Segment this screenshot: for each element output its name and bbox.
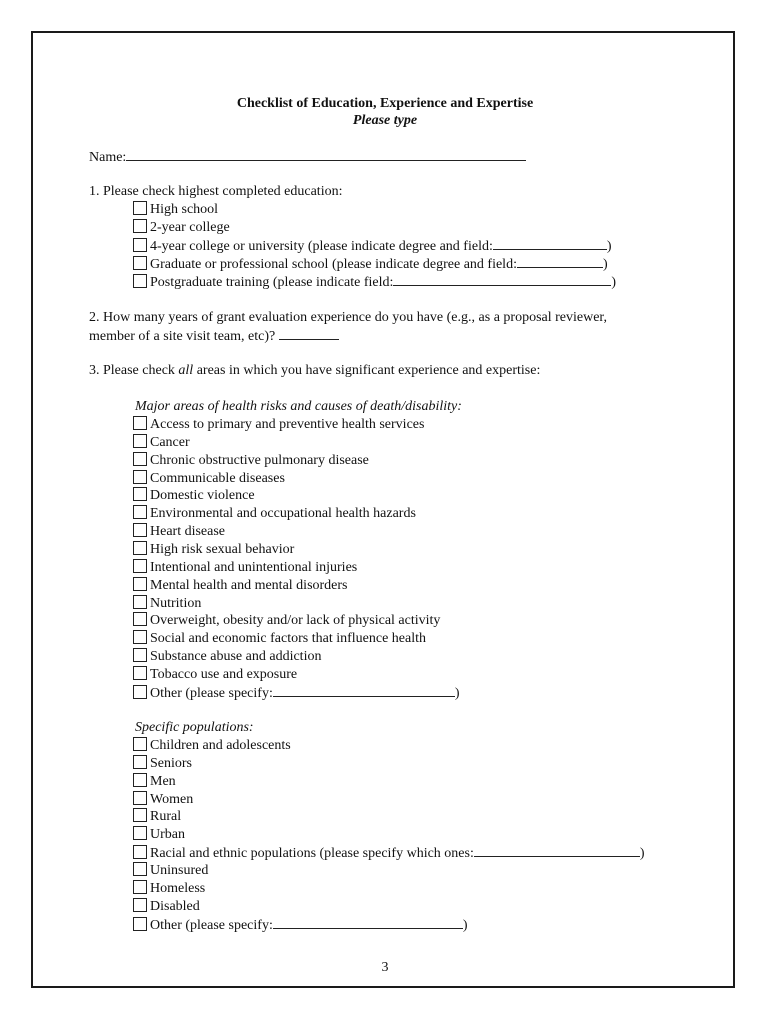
population-item xyxy=(133,916,468,934)
option-label: 2-year college xyxy=(150,220,230,235)
option-label: 4-year college or university (please indicate degree and field: xyxy=(150,239,493,254)
option-label: Urban xyxy=(150,827,185,843)
option-label: Overweight, obesity and/or lack of physical activity xyxy=(150,613,441,629)
option-label: Access to primary and preventive health services xyxy=(150,417,425,432)
population-item xyxy=(133,826,185,844)
health-area-item xyxy=(133,487,255,505)
checkbox[interactable] xyxy=(133,523,147,537)
checkbox[interactable] xyxy=(133,808,147,822)
health-area-item xyxy=(133,684,460,702)
option-label: Racial and ethnic populations (please specify which ones: xyxy=(150,846,474,862)
checkbox[interactable] xyxy=(133,648,147,662)
q2-prompt-line1: 2. How many years of grant evaluation experience do you have (e.g., as a proposal reviewer, xyxy=(89,310,608,325)
checkbox[interactable] xyxy=(133,880,147,894)
close-paren: ) xyxy=(606,239,612,254)
option-label: Children and adolescents xyxy=(150,738,291,753)
close-paren: ) xyxy=(611,275,617,290)
population-item xyxy=(133,862,208,880)
health-area-item xyxy=(133,523,225,541)
q2-prompt-line2 xyxy=(89,327,339,346)
option-label: Cancer xyxy=(150,434,190,450)
option-label: High school xyxy=(150,202,219,217)
checkbox[interactable] xyxy=(133,487,147,501)
option-label: Disabled xyxy=(150,898,200,914)
health-area-item xyxy=(133,434,190,452)
checkbox[interactable] xyxy=(133,737,147,751)
specify-input[interactable] xyxy=(273,684,455,697)
population-item xyxy=(133,808,181,826)
checkbox[interactable] xyxy=(133,845,147,859)
option-label: Substance abuse and addiction xyxy=(150,649,322,665)
checkbox[interactable] xyxy=(133,416,147,430)
q1-option-postgraduate xyxy=(133,273,616,291)
option-label: High risk sexual behavior xyxy=(150,541,295,557)
populations-heading: Specific populations: xyxy=(135,720,254,735)
page-number: 3 xyxy=(381,960,389,975)
close-paren: ) xyxy=(462,917,468,933)
option-label: Chronic obstructive pulmonary disease xyxy=(150,452,369,468)
q1-option-2yr xyxy=(133,219,230,237)
health-area-item xyxy=(133,630,426,648)
option-label: Seniors xyxy=(150,755,192,771)
checkbox[interactable] xyxy=(133,505,147,519)
health-area-item xyxy=(133,559,357,577)
checkbox[interactable] xyxy=(133,434,147,448)
checkbox[interactable] xyxy=(133,452,147,466)
checkbox[interactable] xyxy=(133,219,147,233)
population-item xyxy=(133,737,291,755)
checkbox[interactable] xyxy=(133,685,147,699)
q3-prompt-emphasis: all xyxy=(178,363,194,378)
checkbox[interactable] xyxy=(133,612,147,626)
close-paren: ) xyxy=(454,685,460,701)
health-area-item xyxy=(133,666,297,684)
field-input[interactable] xyxy=(393,273,611,286)
q2-prompt-text: member of a site visit team, etc)? xyxy=(89,329,276,344)
checkbox[interactable] xyxy=(133,773,147,787)
degree-field-input[interactable] xyxy=(493,237,607,250)
option-label: Uninsured xyxy=(150,862,209,878)
health-area-item xyxy=(133,612,440,630)
checkbox[interactable] xyxy=(133,666,147,680)
option-label: Other (please specify: xyxy=(150,685,273,701)
checkbox[interactable] xyxy=(133,755,147,769)
close-paren: ) xyxy=(602,257,608,272)
option-label: Rural xyxy=(150,809,182,825)
population-item xyxy=(133,880,205,898)
health-area-item xyxy=(133,577,348,595)
option-label: Men xyxy=(150,773,176,789)
health-area-item xyxy=(133,541,294,559)
option-label: Nutrition xyxy=(150,595,202,611)
population-item xyxy=(133,898,200,916)
form-subtitle: Please type xyxy=(352,113,418,128)
checkbox[interactable] xyxy=(133,201,147,215)
checkbox[interactable] xyxy=(133,826,147,840)
name-field-row xyxy=(89,148,526,167)
checkbox[interactable] xyxy=(133,559,147,573)
close-paren: ) xyxy=(639,846,645,862)
q3-prompt-after: areas in which you have significant experience and expertise: xyxy=(193,363,541,378)
checkbox[interactable] xyxy=(133,470,147,484)
option-label: Tobacco use and exposure xyxy=(150,666,298,682)
checkbox[interactable] xyxy=(133,917,147,931)
option-label: Graduate or professional school (please indicate degree and field: xyxy=(150,257,517,272)
q1-option-4yr xyxy=(133,237,612,255)
specify-input[interactable] xyxy=(474,844,640,857)
checkbox[interactable] xyxy=(133,898,147,912)
option-label: Domestic violence xyxy=(150,488,255,504)
q1-option-high-school xyxy=(133,201,218,219)
checkbox[interactable] xyxy=(133,238,147,252)
option-label: Mental health and mental disorders xyxy=(150,577,348,593)
health-area-item xyxy=(133,595,201,613)
checkbox[interactable] xyxy=(133,862,147,876)
population-item xyxy=(133,755,192,773)
q1-prompt: 1. Please check highest completed education: xyxy=(89,184,343,199)
name-input[interactable] xyxy=(126,148,526,161)
health-area-item xyxy=(133,505,416,523)
population-item xyxy=(133,844,645,862)
q1-option-graduate xyxy=(133,255,608,273)
population-item xyxy=(133,791,193,809)
years-input[interactable] xyxy=(279,327,339,340)
option-label: Women xyxy=(150,791,194,807)
option-label: Social and economic factors that influence health xyxy=(150,631,427,647)
checkbox[interactable] xyxy=(133,791,147,805)
health-area-item xyxy=(133,470,285,488)
option-label: Other (please specify: xyxy=(150,917,273,933)
option-label: Postgraduate training (please indicate field: xyxy=(150,275,394,290)
option-label: Homeless xyxy=(150,880,206,896)
checkbox[interactable] xyxy=(133,274,147,288)
degree-field-input[interactable] xyxy=(517,255,603,268)
checkbox[interactable] xyxy=(133,541,147,555)
health-area-item xyxy=(133,648,321,666)
population-item xyxy=(133,773,176,791)
health-area-item xyxy=(133,452,369,470)
health-areas-heading: Major areas of health risks and causes of death/disability: xyxy=(135,399,462,414)
form-title: Checklist of Education, Experience and Expertise xyxy=(236,96,534,111)
q3-prompt-before: 3. Please check xyxy=(89,363,179,378)
specify-input[interactable] xyxy=(273,916,463,929)
health-area-item xyxy=(133,416,424,434)
checkbox[interactable] xyxy=(133,256,147,270)
option-label: Environmental and occupational health hazards xyxy=(150,506,416,522)
option-label: Communicable diseases xyxy=(150,470,285,486)
checkbox[interactable] xyxy=(133,630,147,644)
checkbox[interactable] xyxy=(133,595,147,609)
q3-prompt xyxy=(89,362,540,380)
option-label: Heart disease xyxy=(150,524,226,540)
checkbox[interactable] xyxy=(133,577,147,591)
name-label: Name: xyxy=(89,150,127,165)
option-label: Intentional and unintentional injuries xyxy=(150,559,358,575)
